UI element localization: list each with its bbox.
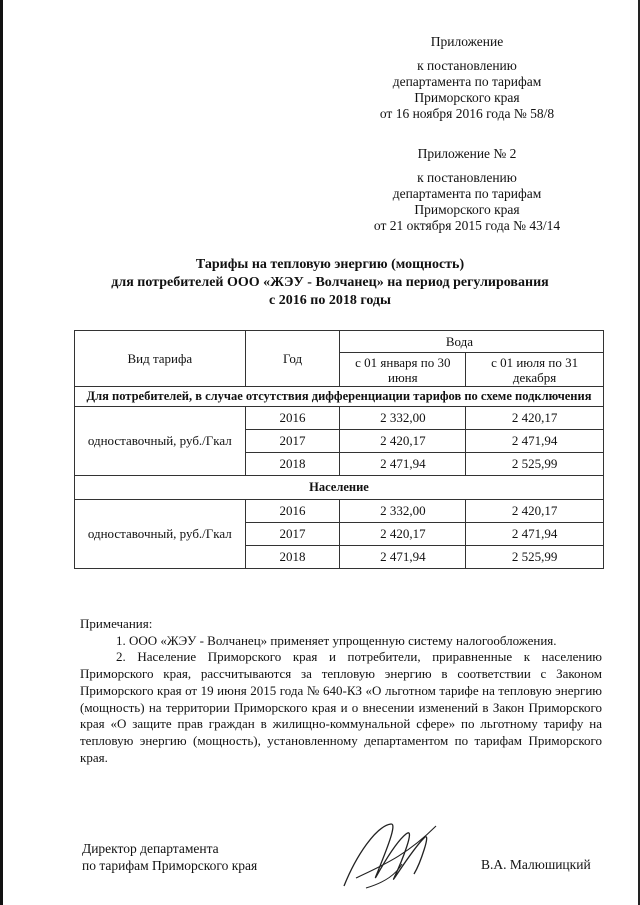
appendix-line: Приморского края (414, 202, 520, 217)
tariff-value-cell: 2 420,17 (466, 407, 604, 430)
tariff-table (74, 330, 604, 569)
tariff-value-cell: 2 471,94 (340, 453, 466, 476)
table-section-row (75, 476, 604, 500)
document-title (70, 256, 590, 310)
header-tariff-type: Вид тарифа (75, 331, 246, 387)
header-first-half: с 01 января по 30 июня (340, 353, 466, 387)
year-cell: 2016 (245, 500, 340, 523)
table-row (75, 407, 604, 430)
header-water: Вода (340, 331, 604, 353)
tariff-value-cell: 2 420,17 (466, 500, 604, 523)
title-line: Тарифы на тепловую энергию (мощность) (195, 257, 465, 272)
appendix-line: к постановлению (417, 170, 517, 185)
scan-border-left (0, 0, 3, 905)
appendix-line: от 21 октября 2015 года № 43/14 (373, 218, 561, 233)
notes-heading: Примечания: (80, 616, 153, 631)
appendix-block-original (342, 146, 592, 234)
year-cell: 2016 (245, 407, 340, 430)
title-line: с 2016 по 2018 годы (269, 293, 391, 308)
tariff-value-cell: 2 332,00 (340, 407, 466, 430)
tariff-value-cell: 2 471,94 (466, 430, 604, 453)
note-item: 2. Население Приморского края и потребители, приравненные к населению Приморского края, рассчитываются за тепловую энергию в соответствии с Законом Приморского края от 19 июня 2015 года № 640-КЗ «О льготном тарифе на тепловую энергию (мощность) на территории Приморского края и о внесении изменений в Закон Приморского края «О защите прав граждан в жилищно-коммунальной сфере» по льготному тарифу на тепловую энергию (мощность), установленному департаментом по тарифам Приморского края. (80, 649, 602, 765)
table-section-row (75, 387, 604, 407)
appendix-heading: Приложение (430, 34, 504, 49)
note-item: 1. ООО «ЖЭУ - Волчанец» применяет упрощенную систему налогообложения. (116, 632, 557, 648)
tariff-value-cell: 2 525,99 (466, 453, 604, 476)
year-cell: 2018 (245, 453, 340, 476)
section-title: Население (75, 476, 604, 500)
position-line: по тарифам Приморского края (82, 858, 258, 873)
tariff-value-cell: 2 471,94 (340, 546, 466, 569)
tariff-value-cell: 2 332,00 (340, 500, 466, 523)
appendix-line: Приморского края (414, 90, 520, 105)
tariff-value-cell: 2 525,99 (466, 546, 604, 569)
title-line: для потребителей ООО «ЖЭУ - Волчанец» на период регулирования (111, 275, 549, 290)
year-cell: 2017 (245, 430, 340, 453)
appendix-line: департамента по тарифам (392, 74, 542, 89)
appendix-line: от 16 ноября 2016 года № 58/8 (379, 106, 555, 121)
year-cell: 2017 (245, 523, 340, 546)
notes-block (80, 616, 602, 766)
signatory-name: В.А. Малюшицкий (481, 857, 591, 872)
tariff-type-cell: одноставочный, руб./Гкал (75, 407, 246, 476)
table-header-row (75, 331, 604, 353)
header-second-half: с 01 июля по 31 декабря (466, 353, 604, 387)
appendix-line: департамента по тарифам (392, 186, 542, 201)
tariff-value-cell: 2 471,94 (466, 523, 604, 546)
position-line: Директор департамента (82, 841, 219, 856)
table-row (75, 500, 604, 523)
handwritten-signature-icon (336, 816, 446, 896)
signatory-position (82, 840, 257, 874)
tariff-value-cell: 2 420,17 (340, 523, 466, 546)
header-year: Год (245, 331, 340, 387)
section-title: Для потребителей, в случае отсутствия дифференциации тарифов по схеме подключения (75, 387, 604, 407)
tariff-value-cell: 2 420,17 (340, 430, 466, 453)
appendix-heading: Приложение № 2 (417, 146, 517, 161)
tariff-type-cell: одноставочный, руб./Гкал (75, 500, 246, 569)
appendix-line: к постановлению (417, 58, 517, 73)
year-cell: 2018 (245, 546, 340, 569)
appendix-block-current (342, 34, 592, 122)
